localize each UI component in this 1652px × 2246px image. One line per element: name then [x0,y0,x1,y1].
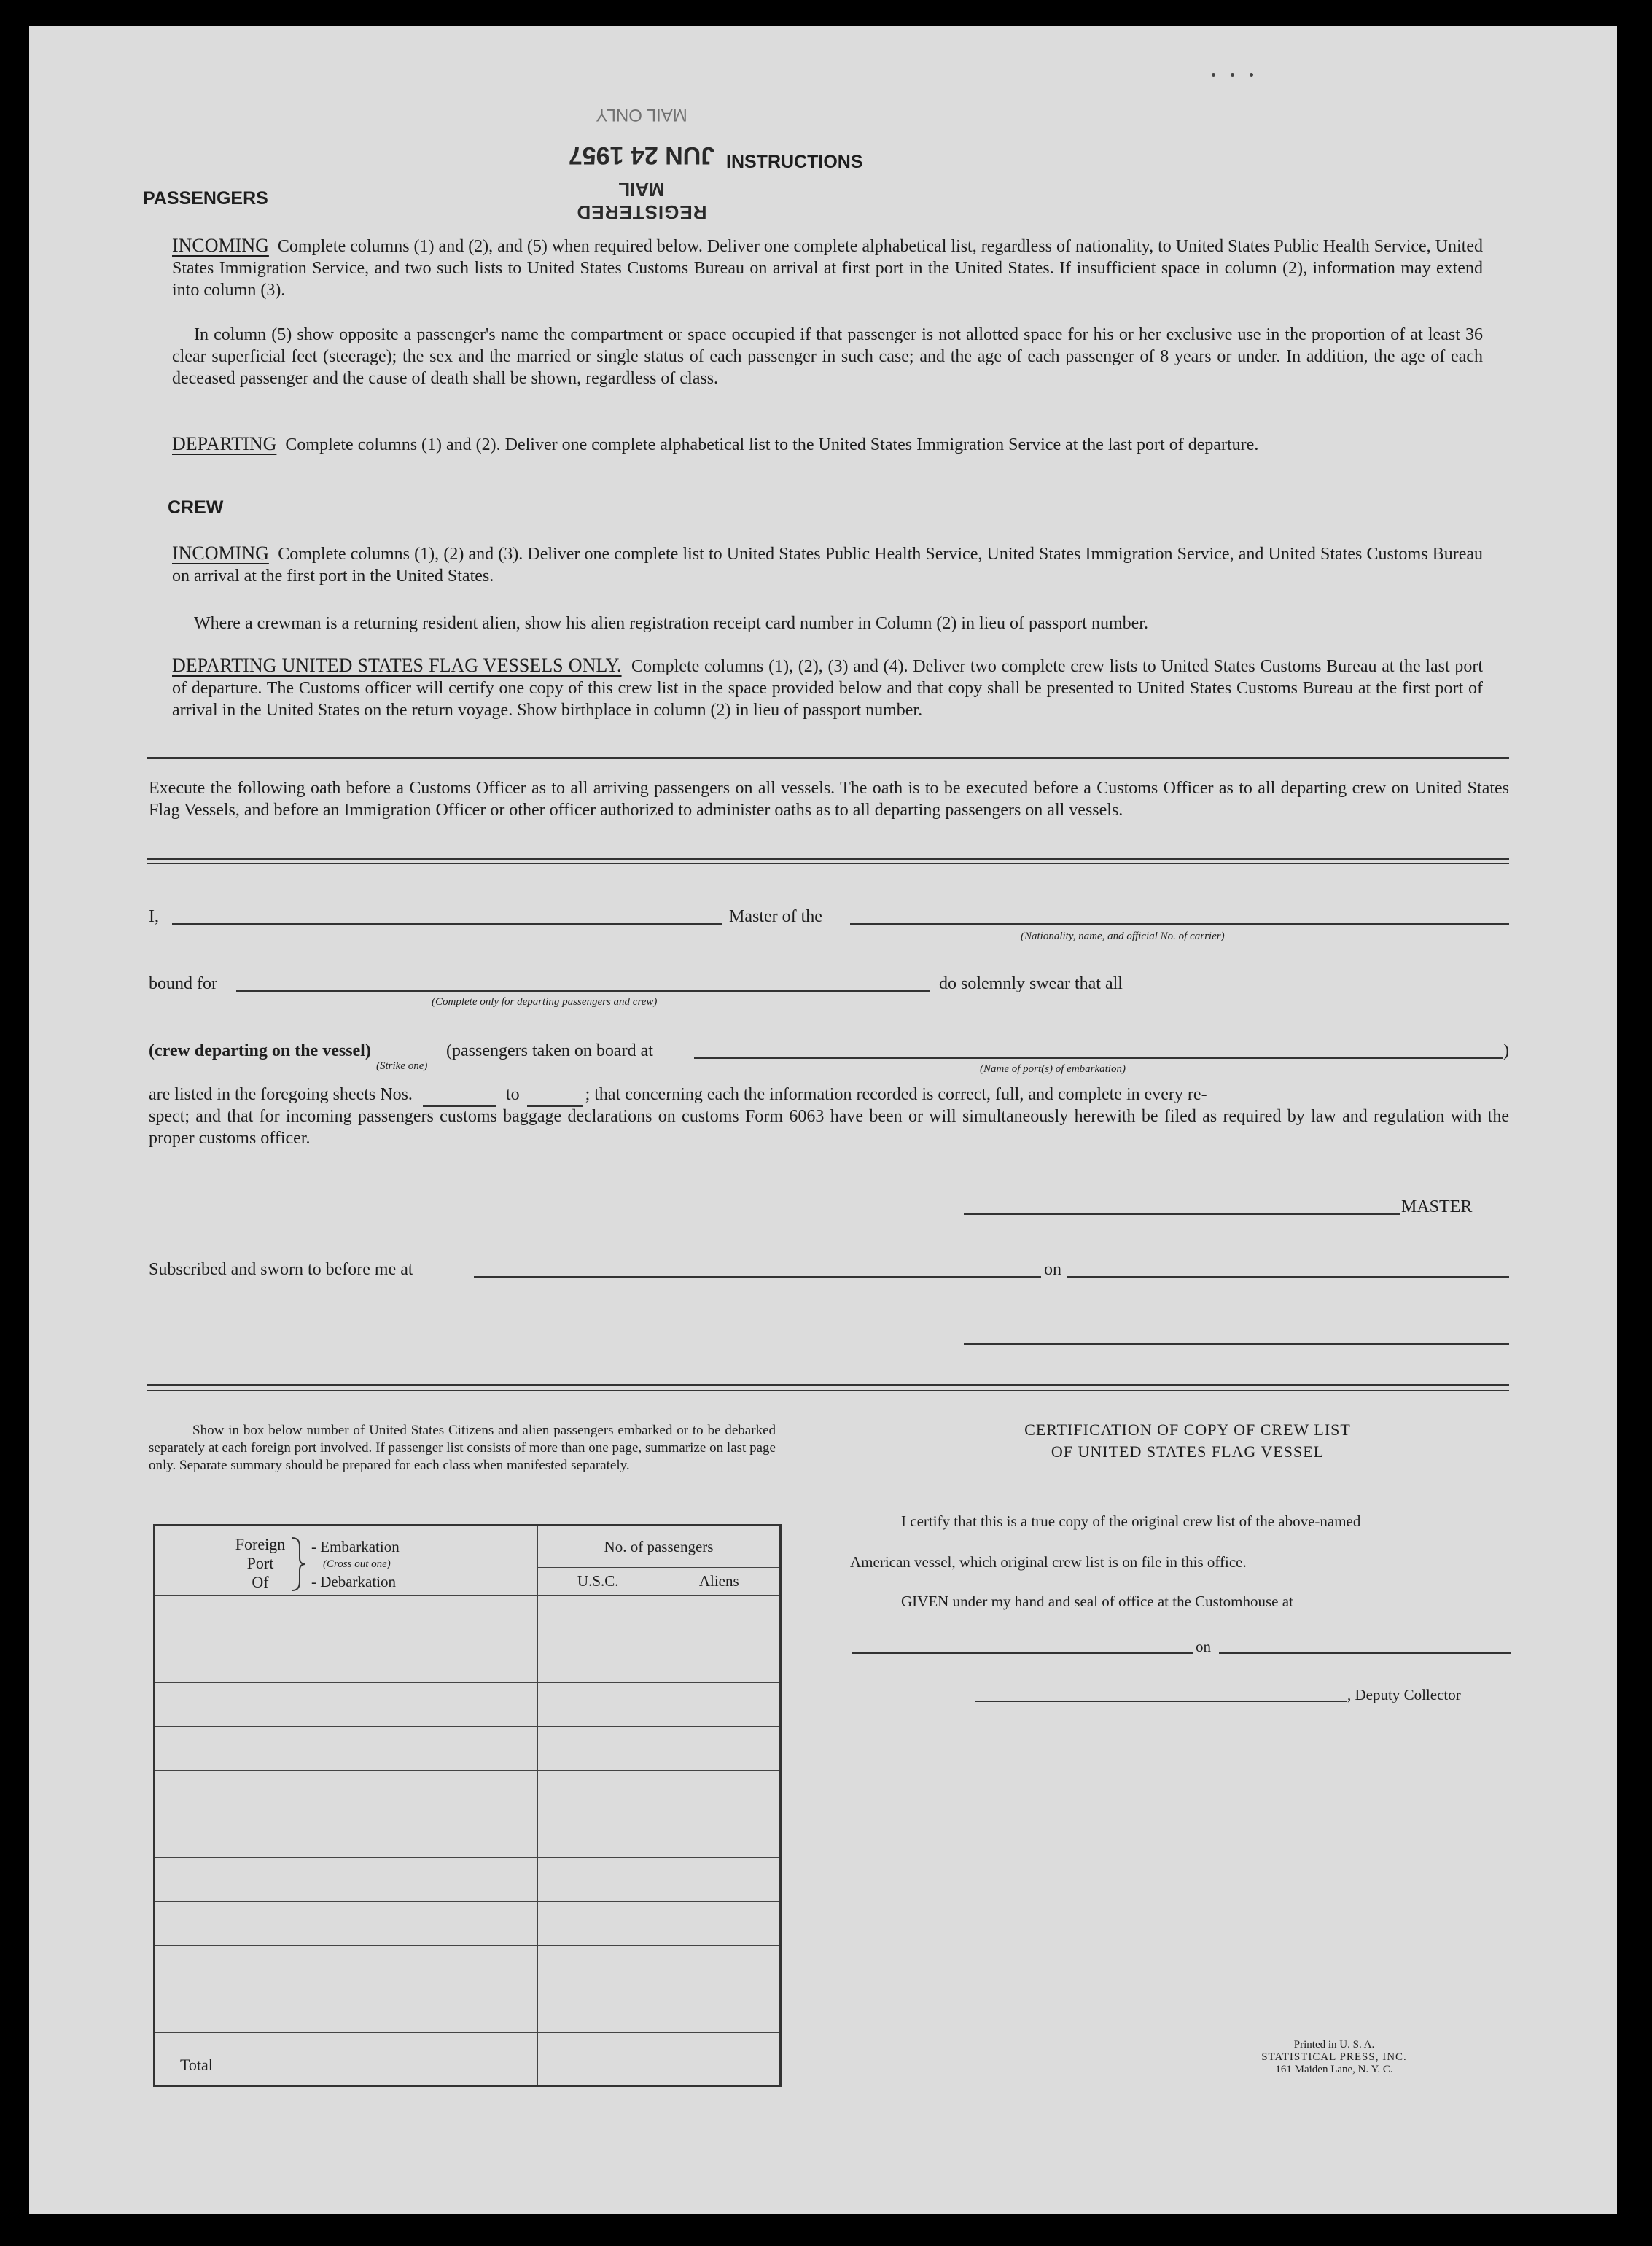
carrier-field[interactable] [850,923,1509,925]
swear-text: do solemnly swear that all [939,974,1123,993]
brace-icon [289,1536,307,1592]
divider-rule [147,863,1509,864]
aliens-cell[interactable] [658,1946,781,1989]
aliens-cell[interactable] [658,1989,781,2033]
crew-departing-text: Complete columns (1), (2), (3) and (4). Deliver two complete crew lists to United States Customs Bureau at the last port of departure. The Customs officer will certify one copy of this crew list in the space provided below and that copy shall be presented to United States Customs Bureau at the first port of arrival in the United States on the return voyage. Show birthplace in column (2) in lieu of passport number. [172,657,1484,720]
stamp-line-3: MAIL ONLY [596,105,687,125]
aliens-cell[interactable] [658,1771,781,1814]
table-row [155,1989,781,2033]
crew-departing-paragraph [172,655,1483,721]
subscribed-date-field[interactable] [1067,1276,1509,1278]
usc-cell[interactable] [537,1727,658,1771]
aliens-cell[interactable] [658,1596,781,1639]
aliens-cell[interactable] [658,1814,781,1858]
port-cell[interactable] [155,1902,538,1946]
master-signature-field[interactable] [964,1213,1400,1215]
certification-line-2: American vessel, which original crew list is on file in this office. [850,1553,1247,1571]
certification-on-label: on [1196,1638,1211,1655]
registered-mail-stamp [561,92,722,223]
stray-mark [1212,73,1215,77]
embarkation-ports-field[interactable] [694,1057,1503,1059]
no-passengers-header: No. of passengers [537,1526,780,1568]
oath-instruction: Execute the following oath before a Customs Officer as to all arriving passengers on all vessels. The oath is to be executed before a Customs Officer as to all departing crew on United States Flag Vessels, and before an Immigration Officer or other officer authorized to administer oaths as to all departing passengers on all vessels. [149,779,1509,820]
officer-signature-field[interactable] [964,1343,1509,1345]
port-cell[interactable] [155,1771,538,1814]
usc-cell[interactable] [537,1902,658,1946]
port-cell[interactable] [155,1858,538,1902]
port-cell[interactable] [155,1727,538,1771]
bound-for-caption: (Complete only for departing passengers and crew) [432,996,658,1008]
strike-one-caption: (Strike one) [376,1060,428,1072]
listed-sheets-label: are listed in the foregoing sheets Nos. [149,1085,413,1104]
crew-departing-label: DEPARTING UNITED STATES FLAG VESSELS ONLY. [172,655,622,676]
deputy-collector-label: , Deputy Collector [1347,1686,1461,1703]
passengers-incoming-text: Complete columns (1) and (2), and (5) when required below. Deliver one complete alphabetical list, regardless of nationality, to United States Public Health Service, United States Immigration Service, and two such lists to United States Customs Bureau on arrival at first port in the United States. If insufficient space in column (2), information may extend into column (3). [172,237,1484,300]
subscribed-on-label: on [1044,1260,1061,1279]
printer-line-1: Printed in U. S. A. [1293,2039,1375,2051]
total-label: Total [155,2033,538,2086]
carrier-caption: (Nationality, name, and official No. of carrier) [1021,930,1225,942]
port-cell[interactable] [155,1683,538,1727]
certification-line-3: GIVEN under my hand and seal of office at the Customhouse at [901,1593,1293,1610]
crew-resident-paragraph: Where a crewman is a returning resident alien, show his alien registration receipt card number in Column (2) in lieu of passport number. [194,614,1148,633]
usc-cell[interactable] [537,1814,658,1858]
table-row [155,1814,781,1858]
subscribed-label: Subscribed and sworn to before me at [149,1260,413,1279]
table-row [155,1902,781,1946]
listed-sheets-continuation: ; that concerning each the information recorded is correct, full, and complete in every re- [585,1085,1207,1104]
printer-line-3: 161 Maiden Lane, N. Y. C. [1275,2064,1393,2075]
master-of-the-label: Master of the [729,907,822,926]
total-usc-cell[interactable] [537,2033,658,2086]
passengers-incoming-label: INCOMING [172,235,269,256]
foreign-label: Foreign [235,1535,286,1553]
table-row [155,1727,781,1771]
port-header-cell [155,1526,538,1596]
aliens-cell[interactable] [658,1639,781,1683]
passengers-departing-label: DEPARTING [172,433,277,454]
foreign-port-of-label [231,1535,289,1592]
passengers-heading: PASSENGERS [143,188,268,209]
crew-heading: CREW [168,497,224,518]
sheet-from-field[interactable] [423,1084,496,1107]
customhouse-field[interactable] [852,1652,1193,1654]
instructions-heading: INSTRUCTIONS [726,152,863,172]
close-paren: ) [1503,1041,1509,1060]
divider-rule [147,858,1509,860]
aliens-cell[interactable] [658,1858,781,1902]
certification-date-field[interactable] [1219,1652,1511,1654]
usc-cell[interactable] [537,1596,658,1639]
master-label: MASTER [1401,1197,1473,1216]
aliens-cell[interactable] [658,1727,781,1771]
bound-for-label: bound for [149,974,217,993]
crew-departing-option-text: (crew departing on the vessel) [149,1041,371,1060]
divider-rule [147,757,1509,759]
passengers-departing-text: Complete columns (1) and (2). Deliver one complete alphabetical list to the United States Immigration Service at the last port of departure. [285,435,1259,454]
deputy-signature-field[interactable] [975,1701,1347,1702]
crew-departing-option [149,1040,371,1062]
oath-i-label: I, [149,907,159,926]
bound-for-field[interactable] [236,990,930,992]
passengers-incoming-paragraph [172,235,1483,301]
listed-sheets-rest: spect; and that for incoming passengers customs baggage declarations on customs Form 6063 have been or will simultaneously herewith be filed as required by law and regulation with the proper customs officer. [149,1107,1509,1148]
certification-line-1: I certify that this is a true copy of the original crew list of the above-named [901,1512,1361,1530]
table-row [155,1639,781,1683]
passengers-taken-option: (passengers taken on board at [446,1041,653,1060]
crew-incoming-label: INCOMING [172,543,269,564]
master-name-field[interactable] [172,923,722,925]
aliens-cell[interactable] [658,1683,781,1727]
usc-cell[interactable] [537,1858,658,1902]
port-cell[interactable] [155,1814,538,1858]
port-cell[interactable] [155,1639,538,1683]
of-label: Of [252,1573,269,1591]
embarkation-option[interactable]: - Embarkation [311,1538,400,1555]
usc-header: U.S.C. [537,1568,658,1596]
form-page [29,26,1617,2214]
embark-debark-labels [311,1538,400,1590]
certification-title-line-2: OF UNITED STATES FLAG VESSEL [1051,1442,1325,1461]
port-cell[interactable] [155,1989,538,2033]
aliens-cell[interactable] [658,1902,781,1946]
passengers-departing-paragraph [172,433,1483,456]
column5-paragraph: In column (5) show opposite a passenger's name the compartment or space occupied if that passenger is not allotted space for his or her exclusive use in the proportion of at least 36 clear superficial feet (steerage); the sex and the married or single status of each passenger in such case; and the age of each passenger of 8 years or under. In addition, the age of each deceased passenger and the cause of death shall be shown, regardless of class. [172,325,1483,388]
port-label: Port [246,1554,274,1572]
stray-mark [1250,73,1253,77]
table-row [155,1946,781,1989]
table-row [155,1771,781,1814]
listed-sheets-line [149,1084,1207,1107]
total-aliens-cell[interactable] [658,2033,781,2086]
divider-rule [147,1384,1509,1386]
usc-cell[interactable] [537,1771,658,1814]
port-cell[interactable] [155,1596,538,1639]
stamp-line-2: MAIL [618,179,665,201]
crew-incoming-text: Complete columns (1), (2) and (3). Deliver one complete list to United States Public Health Service, United States Immigration Service, and United States Customs Bureau on arrival at the first port in the United States. [172,545,1484,586]
subscribed-place-field[interactable] [474,1276,1041,1278]
printer-line-2: STATISTICAL PRESS, INC. [1261,2051,1407,2063]
total-row [155,2033,781,2086]
table-row [155,1596,781,1639]
divider-rule [147,1390,1509,1391]
usc-cell[interactable] [537,1946,658,1989]
passenger-summary-table [153,1524,782,2087]
printer-imprint [1225,2039,1443,2076]
stamp-date: JUN 24 1957 [568,141,715,169]
table-row [155,1858,781,1902]
sheet-to-field[interactable] [527,1084,583,1107]
usc-cell[interactable] [537,1639,658,1683]
table-row [155,1683,781,1727]
certification-title [865,1419,1511,1463]
usc-cell[interactable] [537,1683,658,1727]
usc-cell[interactable] [537,1989,658,2033]
debarkation-option[interactable]: - Debarkation [311,1573,397,1590]
certification-title-line-1: CERTIFICATION OF COPY OF CREW LIST [1024,1421,1351,1439]
box-instruction: Show in box below number of United States Citizens and alien passengers embarked or to be debarked separately at each foreign port involved. If passenger list consists of more than one page, summarize on last page only. Separate summary should be prepared for each class when manifested separately. [149,1423,776,1473]
crew-incoming-paragraph [172,543,1483,587]
aliens-header: Aliens [658,1568,781,1596]
sheet-to-label: to [505,1085,520,1104]
ports-caption: (Name of port(s) of embarkation) [980,1063,1126,1075]
stray-mark [1231,73,1234,77]
port-cell[interactable] [155,1946,538,1989]
stamp-line-1: REGISTERED [576,201,707,223]
cross-out-caption: (Cross out one) [323,1558,391,1570]
